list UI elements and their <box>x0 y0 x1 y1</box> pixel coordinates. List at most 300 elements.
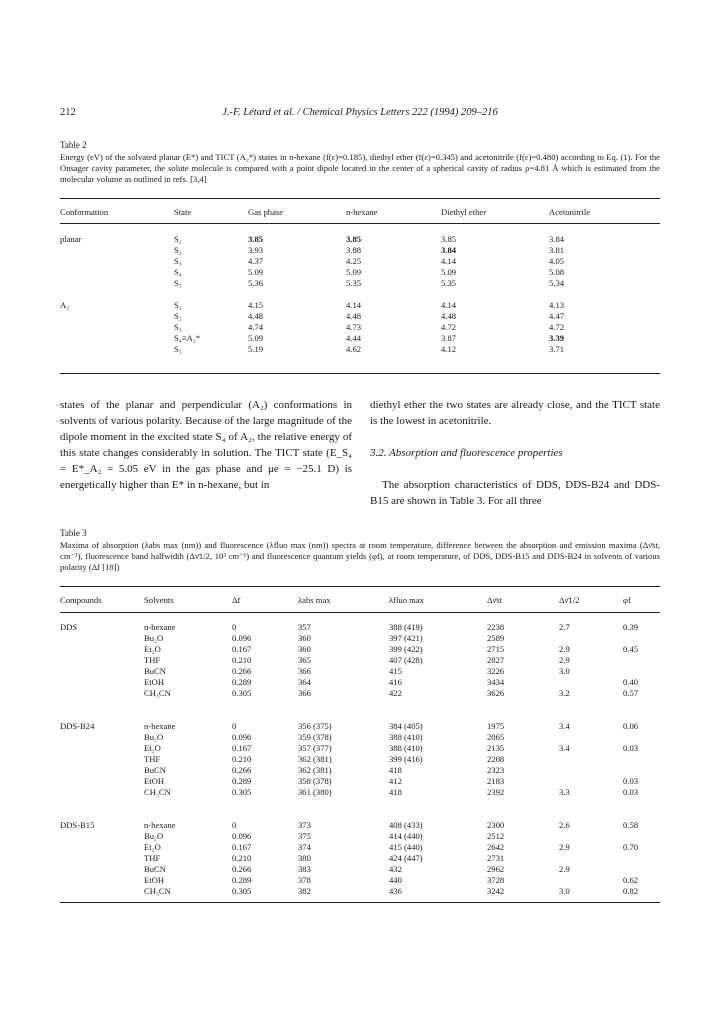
table2-spacer-row <box>60 289 660 300</box>
table3-row <box>60 732 660 743</box>
table2-state-cell: S₁ <box>174 300 182 310</box>
table3-value-cell <box>559 875 623 886</box>
table3-value-cell: 0.289 <box>232 875 252 885</box>
table3-value-cell <box>559 732 623 743</box>
table3-value-cell: 399 (422) <box>389 644 423 654</box>
table2-value-cell: 3.84 <box>549 234 565 244</box>
table2-value-cell: 4.62 <box>346 344 362 354</box>
table2-conformation-cell <box>60 267 174 278</box>
table3-row <box>60 875 660 886</box>
table3-compound-cell <box>60 842 144 853</box>
table3-value-cell <box>559 831 623 842</box>
table3-value-cell: 3.0 <box>559 666 570 676</box>
table2-row <box>60 234 660 245</box>
table2-value-cell: 4.74 <box>248 322 264 332</box>
table3-row <box>60 831 660 842</box>
table2 <box>60 201 660 355</box>
table3-value-cell <box>559 776 623 787</box>
table3-column-header: λabs max <box>298 595 331 605</box>
table3-value-cell: 415 <box>389 666 402 676</box>
table3-compound-cell: DDS-B15 <box>60 820 95 830</box>
section-heading: 3.2. Absorption and fluorescence properties <box>370 447 563 459</box>
table3-value-cell: 2238 <box>487 622 505 632</box>
table3-value-cell: 0.266 <box>232 765 252 775</box>
table2-column-header: Diethyl ether <box>441 207 487 217</box>
table3-value-cell: 384 (405) <box>389 721 423 731</box>
table3-compound-cell <box>60 644 144 655</box>
table3-compound-cell: DDS <box>60 622 78 632</box>
table3-row <box>60 776 660 787</box>
table3-column-header: φf <box>623 595 631 605</box>
table2-value-cell: 5.09 <box>441 267 457 277</box>
table3-value-cell: 3434 <box>487 677 505 687</box>
table3-value-cell: 2135 <box>487 743 505 753</box>
table3-compound-cell: DDS-B24 <box>60 721 95 731</box>
table3-value-cell: Et₂O <box>144 644 161 654</box>
table2-value-cell: 4.13 <box>549 300 565 310</box>
table3-value-cell: 3626 <box>487 688 505 698</box>
table3-spacer-row <box>60 710 660 721</box>
table3-value-cell: Bu₂O <box>144 633 164 643</box>
table3-value-cell: 0 <box>232 622 237 632</box>
table2-column-header: Gas phase <box>248 207 284 217</box>
table2-top-rule <box>60 198 660 199</box>
table3-value-cell: BuCN <box>144 765 166 775</box>
table3-value-cell: 375 <box>298 831 311 841</box>
right-paragraph-1: diethyl ether the two states are already close, and the TICT state is the lowest in acetonitrile. <box>370 399 660 427</box>
table3-row <box>60 633 660 644</box>
table2-conformation-cell <box>60 278 174 289</box>
table3-value-cell: 416 <box>389 677 402 687</box>
table3-spacer-cell <box>60 699 144 710</box>
table3-value-cell: 3226 <box>487 666 505 676</box>
table3-value-cell: 407 (428) <box>389 655 423 665</box>
table2-state-cell: S₂ <box>174 245 182 255</box>
table3-value-cell: CH₃CN <box>144 787 171 797</box>
table3-value-cell: 0.03 <box>623 743 639 753</box>
table3-value-cell: 356 (375) <box>298 721 332 731</box>
table3-row <box>60 655 660 666</box>
table3-value-cell: 2.6 <box>559 820 570 830</box>
table2-value-cell: 4.44 <box>346 333 362 343</box>
table3-value-cell: 2.7 <box>559 622 570 632</box>
table3-label: Table 3 <box>60 528 87 538</box>
table3-value-cell: 0.167 <box>232 644 252 654</box>
table3-column-header: Compounds <box>60 595 102 605</box>
table2-value-cell: 3.85 <box>248 234 264 244</box>
table3-spacer-row <box>60 798 660 809</box>
table3-column-header: Solvents <box>144 595 174 605</box>
table3-row <box>60 886 660 897</box>
table3-value-cell: 360 <box>298 633 311 643</box>
table3-column-header: Δf <box>232 595 241 605</box>
table2-state-cell: S₄ <box>174 267 182 277</box>
table2-conformation-cell <box>60 311 174 322</box>
table3-value-cell: Et₂O <box>144 842 161 852</box>
table3-value-cell: 2.9 <box>559 842 570 852</box>
table3-row <box>60 688 660 699</box>
table3-value-cell: EtOH <box>144 776 165 786</box>
table3-compound-cell <box>60 655 144 666</box>
table2-value-cell: 3.71 <box>549 344 565 354</box>
table3-value-cell: 0.167 <box>232 842 252 852</box>
table2-value-cell: 3.88 <box>346 245 362 255</box>
table3-value-cell: 373 <box>298 820 311 830</box>
table3-bottom-rule <box>60 902 660 903</box>
table2-column-header: n-hexane <box>346 207 378 217</box>
table2-header-row <box>60 201 660 223</box>
table3-value-cell: 2.9 <box>559 655 570 665</box>
table3-value-cell: 0.096 <box>232 633 252 643</box>
table3-value-cell: 418 <box>389 787 402 797</box>
table3-compound-cell <box>60 831 144 842</box>
table3-value-cell: 0.70 <box>623 842 639 852</box>
table3-value-cell: n-hexane <box>144 721 176 731</box>
table3-value-cell <box>623 666 660 677</box>
table3-value-cell: n-hexane <box>144 820 176 830</box>
table2-body <box>60 223 660 355</box>
table3-value-cell: CH₃CN <box>144 688 171 698</box>
table3-header-rule <box>60 612 660 613</box>
table3-value-cell: 358 (378) <box>298 776 332 786</box>
table3-value-cell: 2715 <box>487 644 505 654</box>
table3-value-cell: 0.03 <box>623 787 639 797</box>
table3-value-cell: 2589 <box>487 633 505 643</box>
table3-value-cell: 3.2 <box>559 688 570 698</box>
table3-value-cell <box>559 765 623 776</box>
table2-row <box>60 278 660 289</box>
table3-value-cell <box>623 655 660 666</box>
table3-value-cell: CH₃CN <box>144 886 171 896</box>
page-number: 212 <box>60 107 76 118</box>
table2-spacer-cell <box>60 223 174 234</box>
table3-value-cell: 3728 <box>487 875 505 885</box>
table3-value-cell: 0.305 <box>232 688 252 698</box>
table2-value-cell: 4.48 <box>441 311 457 321</box>
table2-column-header: Acetonitrile <box>549 207 591 217</box>
table3-row <box>60 787 660 798</box>
table2-row <box>60 245 660 256</box>
table2-row <box>60 256 660 267</box>
table2-value-cell: 4.14 <box>441 300 457 310</box>
table3-value-cell: 0.305 <box>232 787 252 797</box>
table3-value-cell: 414 (440) <box>389 831 423 841</box>
table3-value-cell: 399 (416) <box>389 754 423 764</box>
table3-value-cell: 0.03 <box>623 776 639 786</box>
table3-compound-cell <box>60 765 144 776</box>
table2-conformation-cell: planar <box>60 234 82 244</box>
table2-value-cell: 3.85 <box>346 234 362 244</box>
table3-value-cell <box>623 633 660 644</box>
table3-spacer-row <box>60 809 660 820</box>
table3-value-cell: 0.39 <box>623 622 639 632</box>
table2-value-cell: 3.85 <box>441 234 457 244</box>
table3-value-cell <box>623 732 660 743</box>
table2-value-cell: 3.93 <box>248 245 264 255</box>
table3-value-cell <box>559 633 623 644</box>
table3-value-cell: 3.0 <box>559 886 570 896</box>
table3-value-cell: 0 <box>232 820 237 830</box>
table3-row <box>60 842 660 853</box>
table3-row <box>60 743 660 754</box>
table3-value-cell: 0.167 <box>232 743 252 753</box>
table2-row <box>60 322 660 333</box>
table3-row <box>60 853 660 864</box>
table2-conformation-cell <box>60 333 174 344</box>
body-right-column <box>370 397 660 509</box>
table3-value-cell: BuCN <box>144 864 166 874</box>
table2-value-cell: 5.09 <box>346 267 362 277</box>
table3-compound-cell <box>60 677 144 688</box>
table3-value-cell: 383 <box>298 864 311 874</box>
table2-value-cell: 5.34 <box>549 278 565 288</box>
table3-value-cell: 362 (381) <box>298 754 332 764</box>
table3-value-cell: 374 <box>298 842 311 852</box>
table3-value-cell: 2300 <box>487 820 505 830</box>
table3-value-cell: EtOH <box>144 875 165 885</box>
table3-value-cell: 3.4 <box>559 743 570 753</box>
table2-value-cell: 5.08 <box>549 267 565 277</box>
table2-value-cell: 3.87 <box>441 333 457 343</box>
table2-conformation-cell <box>60 245 174 256</box>
table2-value-cell: 4.14 <box>441 256 457 266</box>
table2-conformation-cell <box>60 344 174 355</box>
table3-compound-cell <box>60 732 144 743</box>
table3-value-cell: 388 (410) <box>389 732 423 742</box>
table3-compound-cell <box>60 754 144 765</box>
table3-value-cell: 2208 <box>487 754 505 764</box>
table3-row <box>60 765 660 776</box>
table3-value-cell: 366 <box>298 688 311 698</box>
table3-value-cell: BuCN <box>144 666 166 676</box>
table3-row <box>60 721 660 732</box>
table3-value-cell: 2512 <box>487 831 505 841</box>
table3-value-cell: 0.289 <box>232 677 252 687</box>
table3-value-cell: Bu₂O <box>144 831 164 841</box>
table2-conformation-cell <box>60 322 174 333</box>
table3-value-cell: 418 <box>389 765 402 775</box>
table3-value-cell: 2827 <box>487 655 505 665</box>
table3-value-cell: 2183 <box>487 776 505 786</box>
table3-value-cell: EtOH <box>144 677 165 687</box>
table3-value-cell: THF <box>144 853 161 863</box>
table2-row <box>60 344 660 355</box>
table3-value-cell: 3.3 <box>559 787 570 797</box>
table3-value-cell: 0.289 <box>232 776 252 786</box>
table3-value-cell: 2323 <box>487 765 505 775</box>
table3-value-cell <box>623 754 660 765</box>
journal-reference: J.-F. Létard et al. / Chemical Physics Letters 222 (1994) 209–216 <box>222 107 498 118</box>
table3-value-cell: 0.096 <box>232 831 252 841</box>
table3-value-cell: 365 <box>298 655 311 665</box>
table3-value-cell <box>559 754 623 765</box>
table3-value-cell: 357 (377) <box>298 743 332 753</box>
table3-value-cell: 436 <box>389 886 402 896</box>
table3-value-cell: 0 <box>232 721 237 731</box>
table3-value-cell: 0.266 <box>232 864 252 874</box>
table3-compound-cell <box>60 853 144 864</box>
table3-value-cell: 422 <box>389 688 402 698</box>
table2-state-cell: S₅ <box>174 344 182 354</box>
table3-top-rule <box>60 586 660 587</box>
table2-value-cell: 4.48 <box>346 311 362 321</box>
table3-compound-cell <box>60 787 144 798</box>
table3-value-cell: THF <box>144 655 161 665</box>
table3-value-cell: 432 <box>389 864 402 874</box>
table3-value-cell: THF <box>144 754 161 764</box>
table2-value-cell: 4.72 <box>549 322 565 332</box>
table3-value-cell: 366 <box>298 666 311 676</box>
running-head <box>60 107 660 121</box>
table3-value-cell: 415 (440) <box>389 842 423 852</box>
table3-row <box>60 864 660 875</box>
table3-value-cell <box>559 853 623 864</box>
table2-value-cell: 5.36 <box>248 278 264 288</box>
table2-spacer-cell <box>60 289 174 300</box>
table3-value-cell: 1975 <box>487 721 505 731</box>
table3-value-cell: 0.45 <box>623 644 639 654</box>
table3-row <box>60 820 660 831</box>
table2-value-cell: 4.37 <box>248 256 264 266</box>
table2-value-cell: 3.84 <box>441 245 457 255</box>
table2-caption: Energy (eV) of the solvated planar (E*) and TICT (A₂*) states in n-hexane (f(ε)=0.185), diethyl ether (f(ε)=0.345) and acetonitrile (f(ε)=0.480) according to Eq. (1). For the Onsager cavity parameter, the solute molecule is compared with a point dipole located in the center of a spherical cavity of radius ρ=4.81 Å which is estimated from the molecular volume as outlined in refs. [3,4] <box>60 152 660 184</box>
table3-value-cell <box>623 765 660 776</box>
table2-row <box>60 267 660 278</box>
table3-row <box>60 622 660 633</box>
table3-compound-cell <box>60 864 144 875</box>
table2-conformation-cell: A₂ <box>60 300 70 310</box>
table3-spacer-cell <box>60 798 144 809</box>
table2-row <box>60 311 660 322</box>
table2-value-cell: 3.81 <box>549 245 565 255</box>
table3-row <box>60 677 660 688</box>
table2-value-cell: 5.35 <box>346 278 362 288</box>
table2-state-cell: S₂ <box>174 311 182 321</box>
table3-value-cell: 0.40 <box>623 677 639 687</box>
table3-value-cell: 0.62 <box>623 875 639 885</box>
table3 <box>60 589 660 908</box>
table2-state-cell: S₃ <box>174 256 182 266</box>
table3-value-cell: Et₂O <box>144 743 161 753</box>
table3-value-cell: 0.305 <box>232 886 252 896</box>
table2-value-cell: 4.15 <box>248 300 264 310</box>
table3-column-header: Δν̄st <box>487 595 503 605</box>
body-left-column: states of the planar and perpendicular (A₂) conformations in solvents of various polarity. Because of the large magnitude of the dipole moment in the excited state S₄ of A₂, the relative energy of this state changes considerably in solution. The TICT state (E_S₄ = E*_A₂ = 5.05 eV in the gas phase and μe = −25.1 D) is energetically higher than E* in n-hexane, but in <box>60 399 352 491</box>
table3-value-cell: 388 (410) <box>389 743 423 753</box>
table2-bottom-rule <box>60 373 660 374</box>
table3-value-cell: 2392 <box>487 787 505 797</box>
table2-label: Table 2 <box>60 140 87 150</box>
table3-value-cell: n-hexane <box>144 622 176 632</box>
table3-value-cell: 0.06 <box>623 721 639 731</box>
table2-value-cell: 5.09 <box>248 333 264 343</box>
table3-value-cell: 0.82 <box>623 886 639 896</box>
table2-state-cell: S₃ <box>174 322 182 332</box>
table2-value-cell: 3.39 <box>549 333 565 343</box>
table3-value-cell: 0.58 <box>623 820 639 830</box>
table3-compound-cell <box>60 875 144 886</box>
table3-value-cell: 408 (433) <box>389 820 423 830</box>
table3-value-cell: 0.210 <box>232 655 252 665</box>
table2-header-rule <box>60 223 660 224</box>
table3-row <box>60 666 660 677</box>
table3-value-cell: 359 (378) <box>298 732 332 742</box>
table3-compound-cell <box>60 688 144 699</box>
table3-row <box>60 754 660 765</box>
table3-value-cell: 2962 <box>487 864 505 874</box>
table2-state-cell: S₄≡A₂* <box>174 333 201 343</box>
table3-value-cell: 2731 <box>487 853 505 863</box>
table3-value-cell: 0.57 <box>623 688 639 698</box>
table3-value-cell: 0.266 <box>232 666 252 676</box>
table3-value-cell <box>623 864 660 875</box>
table3-value-cell: Bu₂O <box>144 732 164 742</box>
table3-value-cell: 2.9 <box>559 644 570 654</box>
table2-value-cell: 4.72 <box>441 322 457 332</box>
table3-value-cell: 364 <box>298 677 311 687</box>
table3-compound-cell <box>60 633 144 644</box>
table3-compound-cell <box>60 776 144 787</box>
table2-value-cell: 4.48 <box>248 311 264 321</box>
table3-value-cell: 378 <box>298 875 311 885</box>
table3-spacer-cell <box>60 809 144 820</box>
table3-value-cell <box>559 677 623 688</box>
table2-state-cell: S₅ <box>174 278 182 288</box>
table3-value-cell: 357 <box>298 622 311 632</box>
table3-value-cell: 2065 <box>487 732 505 742</box>
table2-value-cell: 4.47 <box>549 311 565 321</box>
table2-value-cell: 4.14 <box>346 300 362 310</box>
table3-value-cell: 360 <box>298 644 311 654</box>
table3-value-cell: 362 (381) <box>298 765 332 775</box>
table2-state-cell: S₁ <box>174 234 182 244</box>
table2-column-header: Conformation <box>60 207 109 217</box>
table3-value-cell: 2642 <box>487 842 505 852</box>
table3-value-cell: 3.4 <box>559 721 570 731</box>
table3-compound-cell <box>60 886 144 897</box>
table3-column-header: λfluo max <box>389 595 424 605</box>
table3-value-cell: 382 <box>298 886 311 896</box>
table3-value-cell: 380 <box>298 853 311 863</box>
table3-value-cell: 412 <box>389 776 402 786</box>
table3-value-cell: 424 (447) <box>389 853 423 863</box>
table3-value-cell: 2.9 <box>559 864 570 874</box>
table2-value-cell: 4.73 <box>346 322 362 332</box>
table3-value-cell: 3242 <box>487 886 505 896</box>
table3-caption: Maxima of absorption (λabs max (nm)) and fluorescence (λfluo max (nm)) spectra at room temperature, difference between the absorption and emission maxima (Δν̄st, cm⁻¹), fluorescence band halfwidth (Δν̄1/2, 10³ cm⁻¹) and fluorescence quantum yields (φf), at room temperature, of DDS, DDS-B15 and DDS-B24 in solvents of various polarity (Δf [18]) <box>60 540 660 572</box>
table3-value-cell: 388 (419) <box>389 622 423 632</box>
table3-spacer-cell <box>60 710 144 721</box>
right-paragraph-2: The absorption characteristics of DDS, DDS-B24 and DDS-B15 are shown in Table 3. For all three <box>370 479 660 507</box>
table3-compound-cell <box>60 666 144 677</box>
table2-spacer-row <box>60 223 660 234</box>
table2-value-cell: 5.09 <box>248 267 264 277</box>
table3-value-cell <box>623 853 660 864</box>
table2-row <box>60 333 660 344</box>
table2-value-cell: 4.12 <box>441 344 457 354</box>
table3-column-header: Δν̄1/2 <box>559 595 580 605</box>
table2-row <box>60 300 660 311</box>
table3-header-row <box>60 589 660 611</box>
table2-value-cell: 4.25 <box>346 256 362 266</box>
table3-spacer-row <box>60 699 660 710</box>
table2-column-header: State <box>174 207 192 217</box>
table3-row <box>60 644 660 655</box>
table3-value-cell: 361 (380) <box>298 787 332 797</box>
table2-value-cell: 5.19 <box>248 344 264 354</box>
table3-value-cell: 0.210 <box>232 754 252 764</box>
table3-value-cell <box>623 831 660 842</box>
